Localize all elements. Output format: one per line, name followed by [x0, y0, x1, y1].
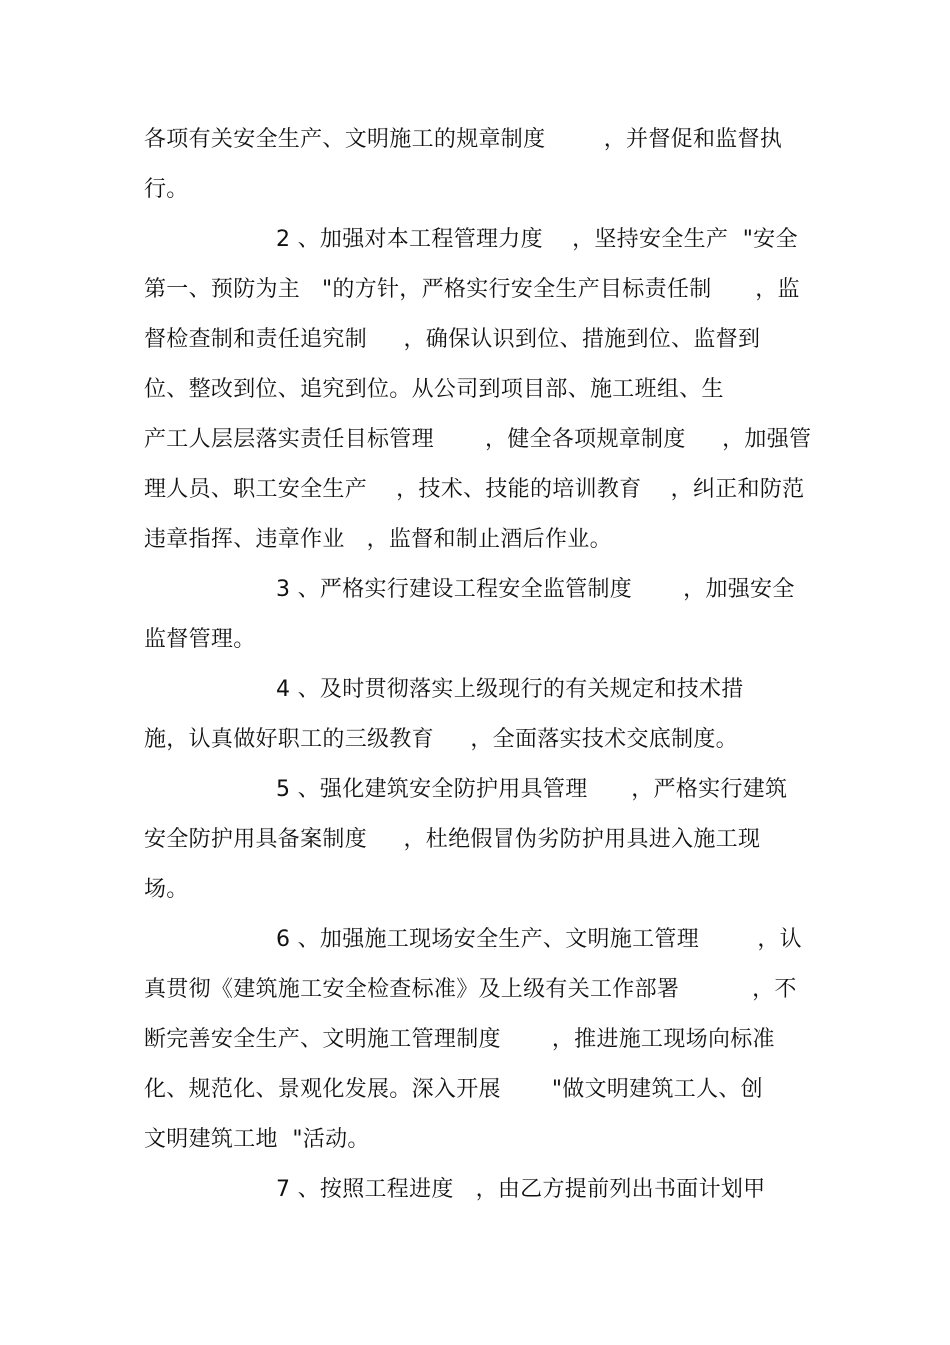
paragraph-line: 第一、预防为主 "的方针，严格实行安全生产目标责任制 ，监 — [144, 277, 800, 302]
paragraph-line: 场。 — [144, 877, 189, 902]
paragraph-line: 真贯彻《建筑施工安全检查标准》及上级有关工作部署 ，不 — [144, 977, 797, 1002]
paragraph-line: 7 、按照工程进度 ，由乙方提前列出书面计划甲 — [276, 1177, 766, 1202]
paragraph-line: 位、整改到位、追究到位。从公司到项目部、施工班组、生 — [144, 377, 724, 402]
paragraph-line: 行。 — [144, 177, 189, 202]
paragraph-line: 化、规范化、景观化发展。深入开展 "做文明建筑工人、创 — [144, 1077, 763, 1102]
paragraph-line: 5 、强化建筑安全防护用具管理 ，严格实行建筑 — [276, 777, 788, 802]
paragraph-line: 产工人层层落实责任目标管理 ，健全各项规章制度 ，加强管 — [144, 427, 812, 452]
paragraph-line: 6 、加强施工现场安全生产、文明施工管理 ，认 — [276, 927, 802, 952]
paragraph-line: 文明建筑工地 "活动。 — [144, 1127, 370, 1152]
paragraph-line: 监督管理。 — [144, 627, 256, 652]
paragraph-line: 各项有关安全生产、文明施工的规章制度 ，并督促和监督执 — [144, 127, 783, 152]
paragraph-line: 督检查制和责任追究制 ，确保认识到位、措施到位、监督到 — [144, 327, 761, 352]
paragraph-line: 2 、加强对本工程管理力度 ，坚持安全生产 "安全 — [276, 227, 798, 252]
paragraph-line: 3 、严格实行建设工程安全监管制度 ，加强安全 — [276, 577, 795, 602]
paragraph-line: 断完善安全生产、文明施工管理制度 ，推进施工现场向标准 — [144, 1027, 775, 1052]
document-body — [144, 118, 824, 1218]
paragraph-line: 施，认真做好职工的三级教育 ，全面落实技术交底制度。 — [144, 727, 738, 752]
paragraph-line: 安全防护用具备案制度 ，杜绝假冒伪劣防护用具进入施工现 — [144, 827, 761, 852]
paragraph-line: 4 、及时贯彻落实上级现行的有关规定和技术措 — [276, 677, 744, 702]
paragraph-line: 违章指挥、违章作业 ，监督和制止酒后作业。 — [144, 527, 612, 552]
paragraph-line: 理人员、职工安全生产 ，技术、技能的培训教育 ，纠正和防范 — [144, 477, 805, 502]
